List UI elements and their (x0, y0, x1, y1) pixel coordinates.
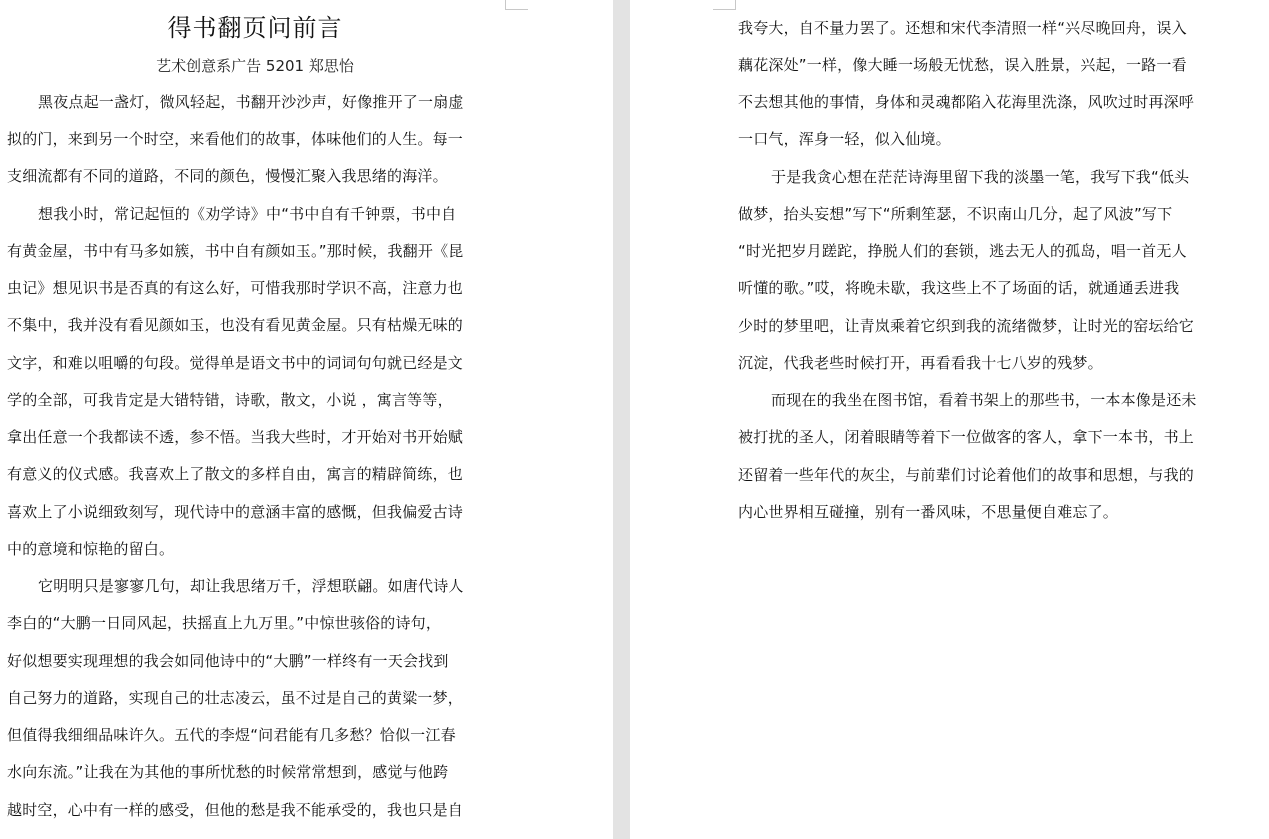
paragraph-line: 不去想其他的事情，身体和灵魂都陷入花海里洗涤，风吹过时再深呼 (738, 93, 1195, 111)
paragraph-line: 学的全部，可我肯定是大错特错，诗歌，散文，小说 ，寓言等等， (7, 391, 453, 409)
paragraph-line: 有意义的仪式感。我喜欢上了散文的多样自由，寓言的精辟简练，也 (7, 465, 464, 483)
paragraph-line: 但值得我细细品味许久。五代的李煜“问君能有几多愁？恰似一江春 (7, 726, 456, 744)
paragraph-line: 一口气，浑身一轻，似入仙境。 (738, 130, 951, 148)
paragraph-line: 有黄金屋，书中有马多如簇，书中自有颜如玉。”那时候，我翻开《昆 (7, 242, 464, 260)
paragraph-line: 中的意境和惊艳的留白。 (7, 540, 175, 558)
paragraph-line: 黑夜点起一盏灯，微风轻起，书翻开沙沙声，好像推开了一扇虚 (38, 93, 464, 111)
document-title: 得书翻页问前言 (167, 14, 343, 42)
paragraph-line: 想我小时，常记起恒的《劝学诗》中“书中自有千钟票，书中自 (38, 205, 457, 223)
margin-corner-mark (505, 0, 528, 10)
paragraph-line: 它明明只是寥寥几句，却让我思绪万千，浮想联翩。如唐代诗人 (38, 577, 464, 595)
paragraph-line: 藕花深处”一样，像大睡一场般无忧愁，误入胜景，兴起，一路一看 (738, 56, 1187, 74)
paragraph-line: 听懂的歌。”哎，将晚未歇，我这些上不了场面的话，就通通丢进我 (738, 279, 1180, 297)
margin-corner-mark (713, 0, 736, 10)
paragraph-line: 李白的“大鹏一日同风起，扶摇直上九万里。”中惊世骇俗的诗句， (7, 614, 442, 632)
paragraph-line: 支细流都有不同的道路，不同的颜色，慢慢汇聚入我思绪的海洋。 (7, 167, 448, 185)
paragraph-line: 拟的门，来到另一个时空，来看他们的故事，体味他们的人生。每一 (7, 130, 464, 148)
paragraph-line: 内心世界相互碰撞，别有一番风味，不思量便自难忘了。 (738, 503, 1119, 521)
paragraph-line: 水向东流。”让我在为其他的事所忧愁的时候常常想到，感觉与他跨 (7, 763, 449, 781)
paragraph-line: 文字，和难以咀嚼的句段。觉得单是语文书中的词词句句就已经是文 (7, 354, 464, 372)
paragraph-line: “时光把岁月蹉跎，挣脱人们的套锁，逃去无人的孤岛，唱一首无人 (738, 242, 1187, 260)
paragraph-line: 好似想要实现理想的我会如同他诗中的“大鹏”一样终有一天会找到 (7, 652, 449, 670)
paragraph-line: 而现在的我坐在图书馆，看着书架上的那些书，一本本像是还未 (771, 391, 1197, 409)
paragraph-line: 我夸大，自不量力罢了。还想和宋代李清照一样“兴尽晚回舟，误入 (738, 19, 1187, 37)
paragraph-line: 少时的梦里吧，让青岚乘着它织到我的流绪微梦，让时光的窑坛给它 (738, 317, 1195, 335)
paragraph-line: 拿出任意一个我都读不透，参不悟。当我大些时，才开始对书开始赋 (7, 428, 464, 446)
document-subtitle: 艺术创意系广告 5201 郑思怡 (156, 57, 354, 75)
paragraph-line: 虫记》想见识书是否真的有这么好，可惜我那时学识不高，注意力也 (7, 279, 464, 297)
paragraph-line: 越时空，心中有一样的感受，但他的愁是我不能承受的，我也只是自 (7, 801, 464, 819)
page-right[interactable] (630, 0, 1269, 839)
paragraph-line: 被打扰的圣人，闭着眼睛等着下一位做客的客人，拿下一本书，书上 (738, 428, 1195, 446)
paragraph-line: 喜欢上了小说细致刻写，现代诗中的意涵丰富的感慨，但我偏爱古诗 (7, 503, 464, 521)
paragraph-line: 还留着一些年代的灰尘，与前辈们讨论着他们的故事和思想，与我的 (738, 466, 1195, 484)
page-left[interactable] (0, 0, 613, 839)
paragraph-line: 自己努力的道路，实现自己的壮志凌云，虽不过是自己的黄粱一梦， (7, 689, 464, 707)
paragraph-line: 于是我贪心想在茫茫诗海里留下我的淡墨一笔，我写下我“低头 (771, 168, 1190, 186)
paragraph-line: 沉淀，代我老些时候打开，再看看我十七八岁的残梦。 (738, 354, 1103, 372)
paragraph-line: 不集中，我并没有看见颜如玉，也没有看见黄金屋。只有枯燥无味的 (7, 316, 464, 334)
paragraph-line: 做梦，抬头妄想”写下“所剩笙瑟，不识南山几分，起了风波”写下 (738, 205, 1173, 223)
